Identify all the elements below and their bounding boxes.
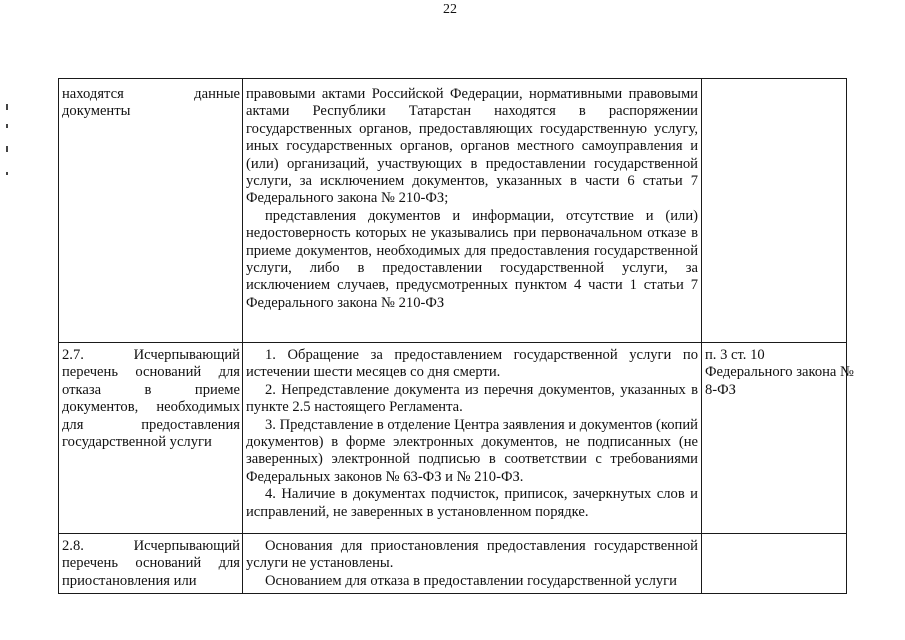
column-separator	[701, 78, 702, 594]
row2-col2-paragraph: 1. Обращение за предоставлением государственной услуги по истечении шести месяцев со дня смерти.	[246, 347, 698, 381]
row1-col2	[246, 86, 698, 312]
table-border-top	[58, 78, 847, 79]
row-separator	[58, 342, 847, 343]
row3-col2-paragraph: Основания для приостановления предоставления государственной услуги не установлены.	[246, 538, 698, 572]
row2-col2-paragraph: 4. Наличие в документах подчисток, приписок, зачеркнутых слов и исправлений, не заверенных в установленном порядке.	[246, 486, 698, 520]
row2-col2	[246, 347, 698, 521]
row2-col2-paragraph: 2. Непредставление документа из перечня документов, указанных в пункте 2.5 настоящего Регламента.	[246, 381, 698, 416]
column-separator	[242, 78, 243, 594]
row2-col1: 2.7. Исчерпывающий перечень оснований для отказа в приеме документов, необходимых для предоставления государственной услуги	[62, 347, 240, 451]
row2-col3: п. 3 ст. 10 Федерального закона № 8-ФЗ	[705, 347, 854, 398]
row3-col1: 2.8. Исчерпывающий перечень оснований для приостановления или	[62, 538, 240, 589]
scan-artifact	[6, 124, 8, 128]
row3-col2	[246, 538, 698, 590]
page-number: 22	[443, 2, 457, 17]
table-border-left	[58, 78, 59, 594]
table-border-right	[846, 78, 847, 594]
row1-col1	[62, 86, 240, 121]
scan-artifact	[6, 104, 8, 110]
row2-col2-paragraph: 3. Представление в отделение Центра заявления и документов (копий документов) в форме электронных документов, не подписанных (не заверенных) электронной подписью в соответствии с требованиями Федеральных законов № 63-ФЗ и № 210-ФЗ.	[246, 416, 698, 485]
row-separator	[58, 533, 847, 534]
row1-col2-paragraph: представления документов и информации, отсутствие и (или) недостоверность которых не указывались при первоначальном отказе в приеме документов, необходимых для предоставления государственной услуги, либо в предоставлении государственной услуги, за исключением случаев, предусмотренных пунктом 4 части 1 статьи 7 Федерального закона № 210-ФЗ	[246, 207, 698, 311]
row1-col1-line: находятся данные	[62, 86, 240, 102]
table-border-bottom	[58, 593, 847, 594]
row1-col1-line: документы	[62, 103, 131, 120]
row1-col2-paragraph: правовыми актами Российской Федерации, нормативными правовыми актами Республики Татарстан находятся в распоряжении государственных органов, предоставляющих государственную услугу, иных государственных органов, органов местного самоуправления и (или) организаций, участвующих в предоставлении государственной услуги, за исключением документов, указанных в части 6 статьи 7 Федерального закона № 210-ФЗ;	[246, 86, 698, 207]
scan-artifact	[6, 172, 8, 175]
row3-col2-paragraph: Основанием для отказа в предоставлении государственной услуги	[265, 572, 677, 589]
scan-artifact	[6, 146, 8, 152]
